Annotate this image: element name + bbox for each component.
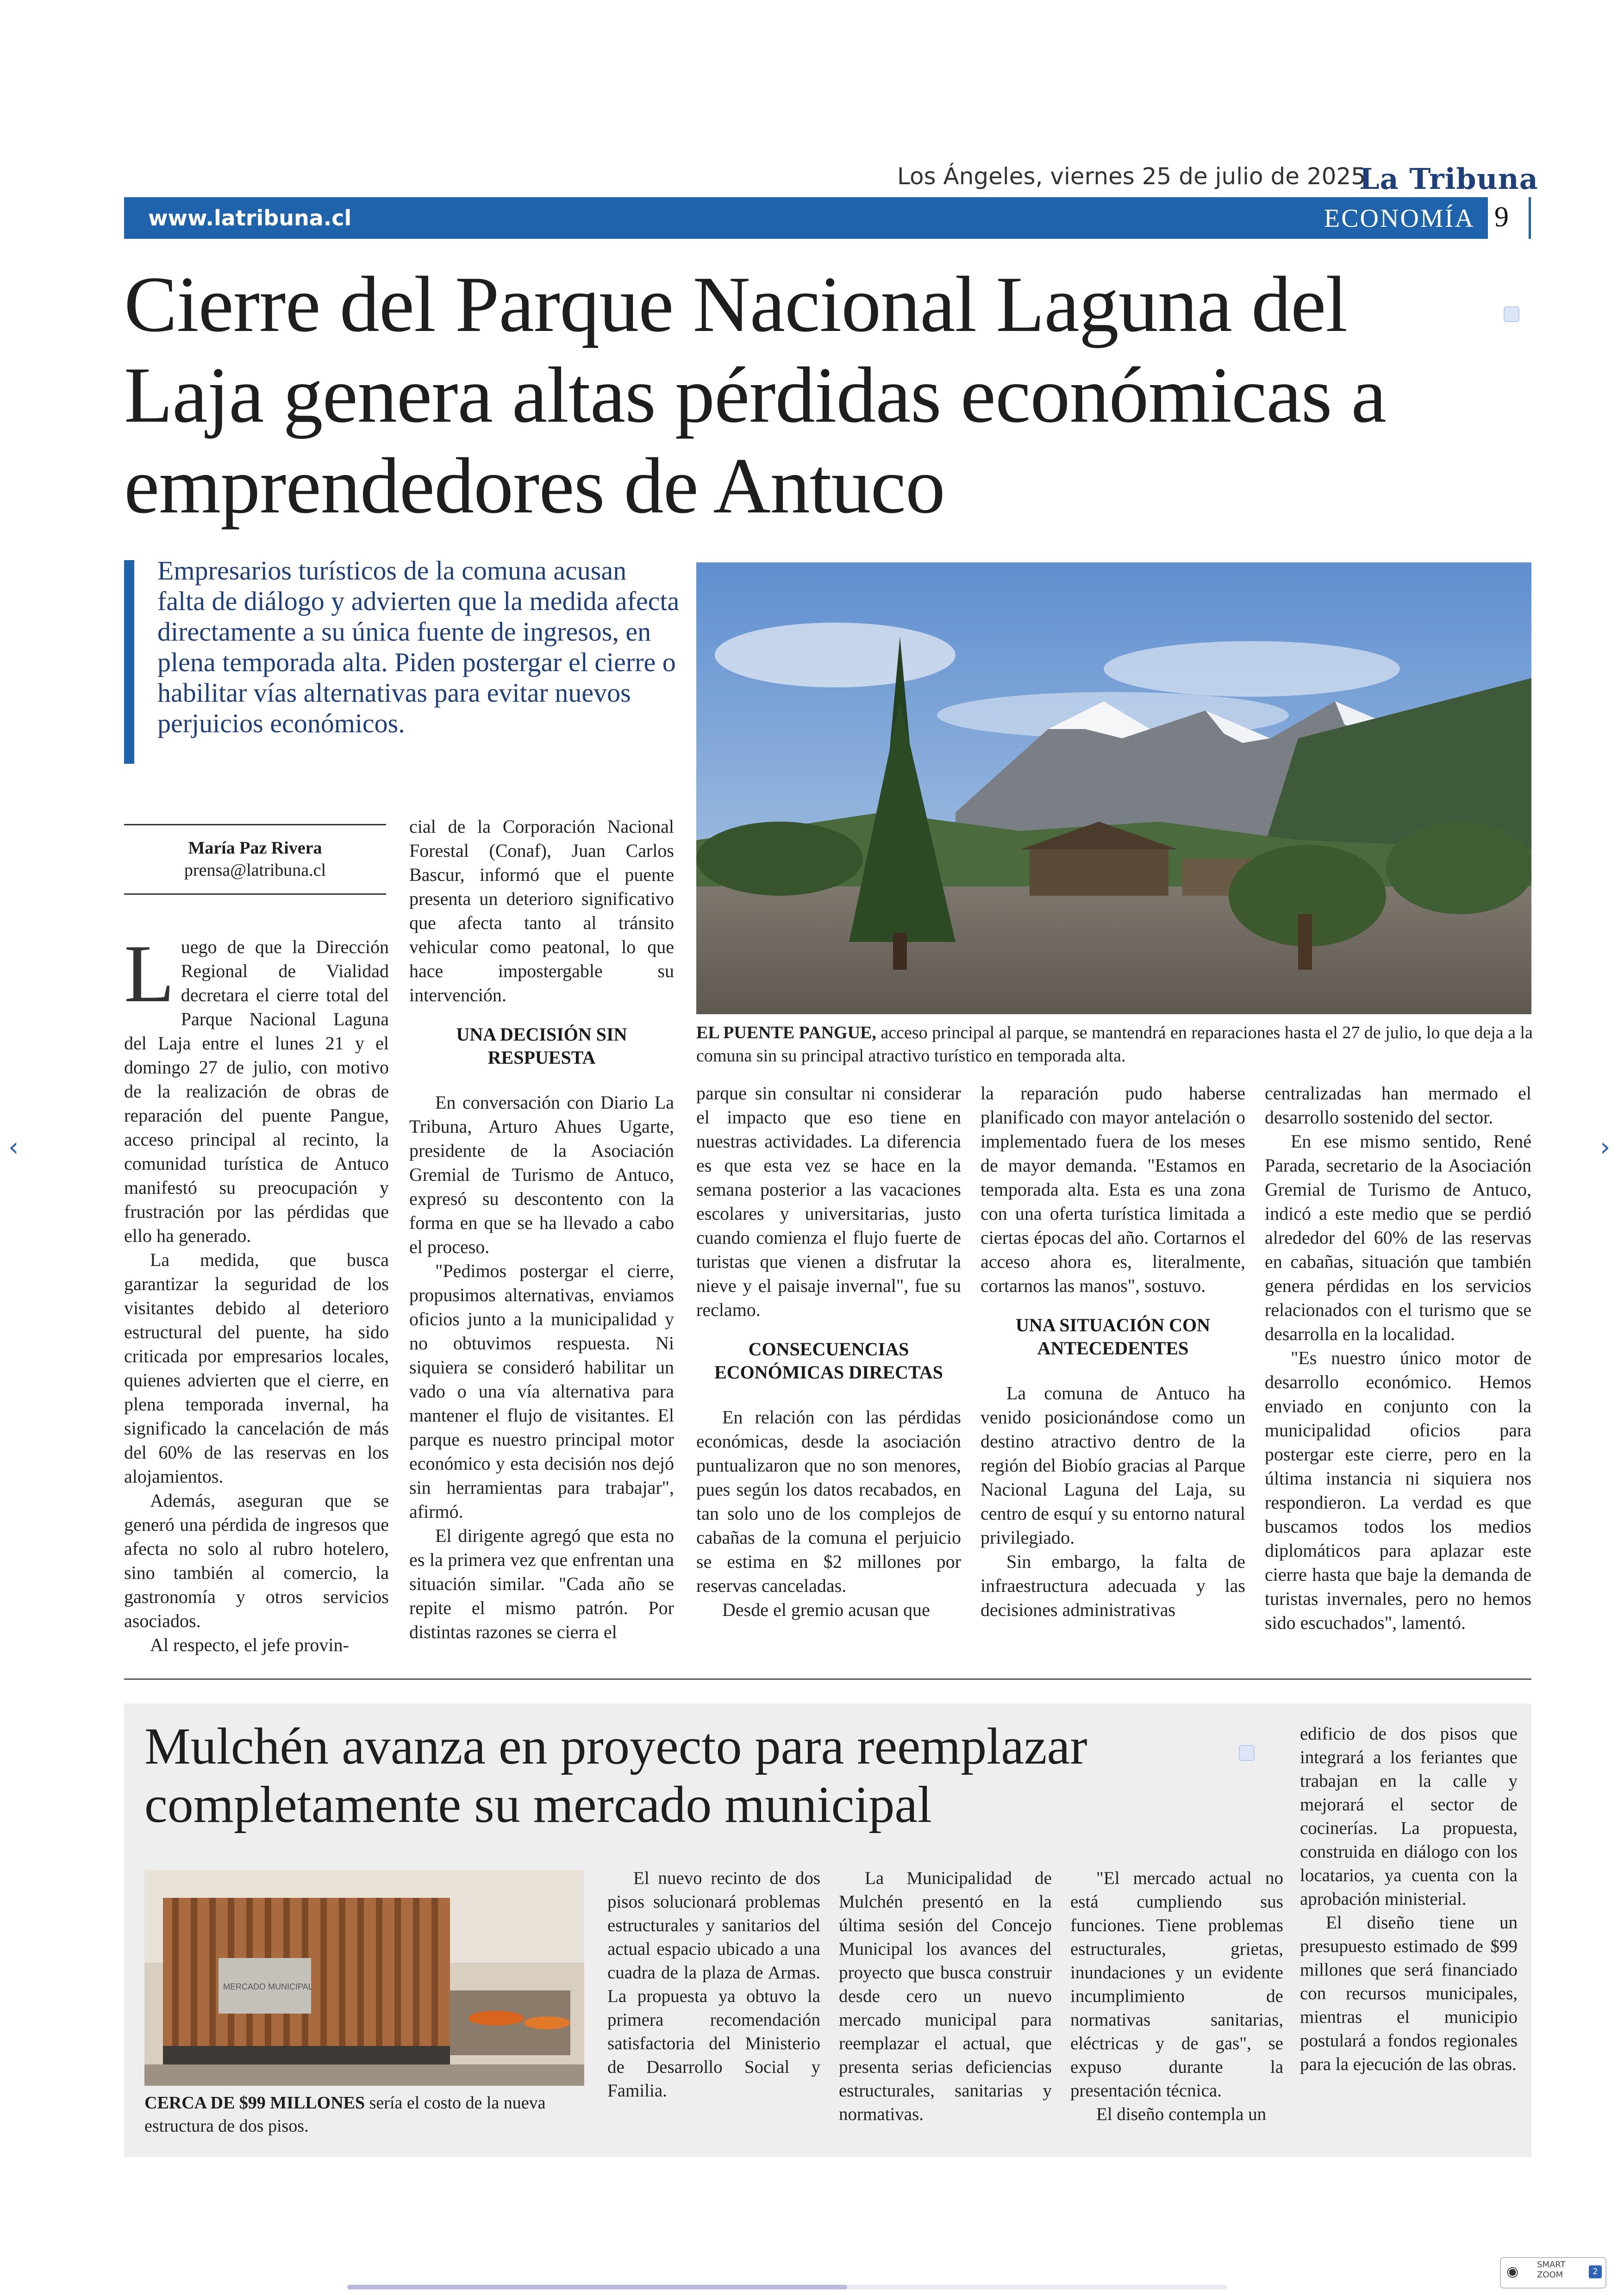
lead-accent-bar [124,560,134,764]
paragraph: La medida, que busca garantizar la seguridad de los visitantes debido al deterioro estructural del puente, ha sido criticada por empresarios locales, quienes advierten que el cierre, en plena temporada invernal, ha significado la cancelación de más del 60% de las reservas en los alojamientos. [124,1249,389,1487]
paragraph: En relación con las pérdidas económicas, desde la asociación puntualizaron que no son menores, pues según los datos recabados, en tan solo uno de los complejos de cabañas de la comuna el perjuicio se estima en $2 millones por reservas canceladas. [696,1407,961,1596]
audio-icon[interactable] [1239,1745,1255,1761]
subheading: UNA SITUACIÓN CON ANTECEDENTES [1015,1315,1211,1359]
byline-rule [124,893,386,895]
caption-lead: EL PUENTE PANGUE, [696,1023,876,1042]
paragraph: Desde el gremio acusan que [722,1599,930,1620]
drop-cap: L [124,928,175,1019]
paragraph: "Pedimos postergar el cierre, propusimos alternativas, enviamos oficios junto a la municipalidad y no obtuvimos respuesta. Ni siquiera se consideró habilitar un vado o una vía alternativa para mantener el flujo de visitantes. El parque es nuestro principal motor económico y esta decisión nos dejó sin herramientas para trabajar", afirmó. [409,1260,674,1522]
caption-lead: CERCA DE $99 MILLONES [144,2093,365,2113]
paragraph: la reparación pudo haberse planificado con mayor antelación o implementado fuera de los meses de mayor demanda. "Estamos en temporada alta. Esta es una zona con una oferta turística limitada a ciertas épocas del año. Cortarnos el acceso ahora es, literalmente, cortarnos las manos", sostuvo. [981,1083,1245,1296]
paragraph: edificio de dos pisos que integrará a los feriantes que trabajan en la calle y mejorará el sector de cocinerías. La propuesta, construida en diálogo con los locatarios, ya cuenta con la aprobación ministerial. [1300,1724,1518,1909]
article-column [839,1866,1052,2126]
article-column [696,1081,961,1622]
paragraph: parque sin consultar ni considerar el impacto que eso tiene en nuestras actividades. La diferencia es que esta vez se hace en la semana posterior a las vacaciones escolares y universitarias, justo cuando comienza el flujo fuerte de turistas que vienen a disfrutar la nieve y el paisaje invernal", fue su reclamo. [696,1083,961,1320]
article-photo-market [144,1870,584,2086]
photo-caption [696,1021,1534,1067]
byline-rule [124,824,386,825]
article-photo-park [696,562,1531,1014]
article-headline: Cierre del Parque Nacional Laguna del Laja genera altas pérdidas económicas a emprendedores de Antuco [124,261,1386,530]
newspaper-logo: La Tribuna [1359,162,1538,196]
paragraph: "Es nuestro único motor de desarrollo económico. Hemos enviado en conjunto con la municipalidad oficios para postergar este cierre, pero en la última instancia ni siquiera nos respondieron. La verdad es que buscamos todos los medios diplomáticos para aplazar este cierre hasta que baje la demanda de turistas invernales, pero no hemos sido escuchados", lamentó. [1265,1347,1531,1633]
next-page-button[interactable]: › [1600,1132,1611,1162]
article-column [607,1866,820,2102]
secondary-headline: Mulchén avanza en proyecto para reemplazar completamente su mercado municipal [144,1718,1087,1834]
article-column [1265,1081,1531,1635]
paragraph: El diseño contempla un [1096,2104,1267,2124]
author-name: María Paz Rivera [188,838,322,858]
website-url: www.latribuna.cl [148,206,352,231]
photo-caption [144,2091,584,2138]
previous-page-button[interactable]: ‹ [8,1132,19,1162]
audio-icon[interactable] [1504,306,1519,322]
page-number: 9 [1494,201,1509,233]
author-email: prensa@latribuna.cl [184,861,326,880]
scrollbar-thumb[interactable] [347,2285,847,2289]
article-lead: Empresarios turísticos de la comuna acusan falta de diálogo y advierten que la medida afecta directamente a su única fuente de ingresos, en plena temporada alta. Piden postergar el cierre o habilitar vías alternativas para evitar nuevos perjuicios económicos. [157,555,680,738]
caption-text: sería el costo de la nueva estructura de dos pisos. [144,2093,546,2136]
zoom-level-badge: 2 [1589,2265,1602,2278]
paragraph: En conversación con Diario La Tribuna, Arturo Ahues Ugarte, presidente de la Asociación Gremial de Turismo de Antuco, expresó su descontento con la forma en que se ha llevado a cabo el proceso. [409,1092,674,1257]
paragraph: cial de la Corporación Nacional Forestal (Conaf), Juan Carlos Bascur, informó que el puente presenta un deterioro significativo que afecta tanto al tránsito vehicular como peatonal, lo que hace impostergable su intervención. [409,816,674,1005]
subheading: UNA DECISIÓN SIN RESPUESTA [456,1024,627,1068]
paragraph: Al respecto, el jefe provin- [150,1634,349,1655]
paragraph: La comuna de Antuco ha venido posicionándose como un destino atractivo dentro de la región del Biobío gracias al Parque Nacional Laguna del Laja, su centro de esquí y su entorno natural privilegiado. [981,1383,1245,1548]
article-column [981,1081,1245,1622]
caption-text: acceso principal al parque, se mantendrá en reparaciones hasta el 27 de julio, lo que deja a la comuna sin su principal atractivo turístico en temporada alta. [696,1023,1533,1066]
paragraph: centralizadas han mermado el desarrollo sostenido del sector. [1265,1083,1531,1128]
article-column [124,928,389,1657]
article-column [409,815,674,1644]
eye-icon: ◉ [1506,2264,1519,2280]
subheading: CONSECUENCIAS ECONÓMICAS DIRECTAS [714,1339,943,1383]
paragraph: El diseño tiene un presupuesto estimado de $99 millones que será financiado con recursos municipales, mientras el municipio postulará a fondos regionales para la ejecución de las obras. [1300,1913,1518,2074]
paragraph: La Municipalidad de Mulchén presentó en la última sesión del Concejo Municipal los avances del proyecto que busca construir desde cero un nuevo mercado municipal para reemplazar el actual, que presenta serias deficiencias estructurales, sanitarias y normativas. [839,1868,1052,2124]
building-sign: MERCADO MUNICIPAL [223,1982,313,1991]
paragraph-text: uego de que la Dirección Regional de Vialidad decretara el cierre total del Parque Nacional Laguna del Laja entre el lunes 21 y el domingo 27 de julio, con motivo de la realización de obras de reparación del puente Pangue, acceso principal al recinto, la comunidad turística de Antuco manifestó su preocupación y frustración por las pérdidas que ello ha generado. [124,936,389,1246]
paragraph: El dirigente agregó que esta no es la primera vez que enfrentan una situación similar. "Cada año se repite el mismo patrón. Por distintas razones se cierra el [409,1525,674,1642]
date-line: Los Ángeles, viernes 25 de julio de 2025 [897,163,1366,190]
park-photo-illustration [696,562,1531,1014]
article-column [1070,1866,1283,2126]
paragraph: En ese mismo sentido, René Parada, secretario de la Asociación Gremial de Turismo de Antuco, indicó a este medio que se perdió alrededor del 60% de las reservas en cabañas, situación que también genera pérdidas en los servicios relacionados con el turismo que se desarrolla en la localidad. [1265,1131,1531,1344]
smart-zoom-label: SMART ZOOM [1537,2260,1566,2280]
section-name: ECONOMÍA [1324,204,1475,233]
paragraph: El nuevo recinto de dos pisos solucionará problemas estructurales y sanitarios del actual espacio ubicado a una cuadra de la plaza de Armas. La propuesta ya obtuvo la primera recomendación satisfactoria del Ministerio de Desarrollo Social y Familia. [607,1868,820,2101]
paragraph: "El mercado actual no está cumpliendo sus funciones. Tiene problemas estructurales, grietas, inundaciones y un evidente incumplimiento de normativas sanitarias, eléctricas y de gas", se expuso durante la presentación técnica. [1070,1868,1283,2101]
article-column [1300,1722,1518,2076]
article-divider [124,1678,1531,1680]
paragraph: Además, aseguran que se generó una pérdida de ingresos que afecta no solo al rubro hotelero, sino también al comercio, la gastronomía y otros servicios asociados. [124,1490,389,1631]
paragraph [124,928,389,1248]
market-rendering-illustration [144,1870,584,2086]
paragraph: Sin embargo, la falta de infraestructura adecuada y las decisiones administrativas [981,1551,1245,1620]
